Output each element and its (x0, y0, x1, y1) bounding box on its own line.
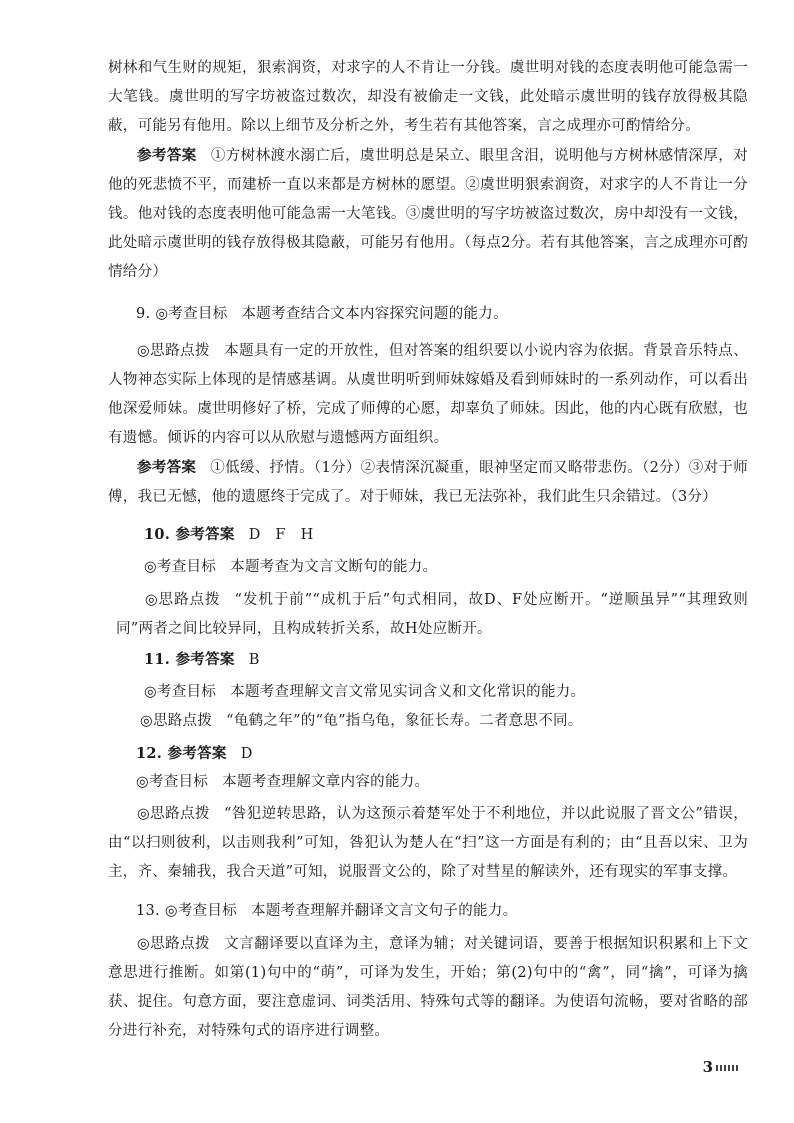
question-10-objective (144, 553, 748, 582)
question-11-objective (144, 678, 748, 707)
answer-value: D F H (248, 527, 314, 543)
paragraph-analysis-continued (108, 54, 748, 141)
question-12-answer (136, 739, 748, 769)
paragraph-text: 本题考查为文言文断句的能力。 (230, 559, 438, 575)
objective-label: ◎考查目标 (144, 559, 217, 575)
hint-label: ◎思路点拨 (145, 592, 221, 608)
page-mark-icon (716, 1065, 738, 1071)
objective-label: 9. ◎考查目标 (136, 306, 228, 322)
hint-label: ◎思路点拨 (140, 713, 213, 729)
answer-value: B (248, 652, 260, 668)
page-number-value: 3 (702, 1058, 713, 1076)
objective-label: 13. ◎考查目标 (136, 903, 238, 919)
objective-label: ◎考查目标 (136, 774, 209, 790)
question-11-hint (140, 707, 748, 736)
hint-label: ◎思路点拨 (137, 936, 211, 952)
question-9-hint (108, 337, 748, 453)
paragraph-text: 本题考查理解并翻译文言文句子的能力。 (251, 903, 518, 919)
question-13-objective (136, 897, 748, 926)
page-number (703, 1058, 738, 1076)
paragraph-text: “发机于前”“成机于后”句式相同，故D、F处应断开。“逆顺虽异”“其理致则同”两者之间比较异同，且构成转折关系，故H处应断开。 (116, 592, 748, 637)
paragraph-text: 本题具有一定的开放性，但对答案的组织要以小说内容为依据。背景音乐特点、人物神态实际上体现的是情感基调。从虞世明听到师妹嫁婚及看到师妹时的一系列动作，可以看出他深爱师妹。虞世明修好了桥，完成了师傅的心愿，却辜负了师妹。因此，他的内心既有欣慰，也有遗憾。倾诉的内容可以从欣慰与遗憾两方面组织。 (108, 343, 749, 446)
question-9-answer (108, 453, 748, 512)
question-12-hint (108, 800, 748, 887)
paragraph-text: “咎犯逆转思路，认为这预示着楚军处于不利地位，并以此说服了晋文公”错误，由“以扫则彼利，以击则我利”可知，咎犯认为楚人在“扫”这一方面是有利的；由“且吾以宋、卫为主，齐、秦辅我，我合天道”可知，说服晋文公的，除了对彗星的解读外，还有现实的军事支撑。 (108, 806, 749, 880)
paragraph-reference-answer-8 (108, 141, 748, 287)
paragraph-text: “龟鹤之年”的“龟”指乌龟，象征长寿。二者意思不同。 (226, 713, 583, 729)
question-12-objective (136, 768, 748, 797)
answer-value: D (240, 746, 253, 762)
paragraph-text: ①低缓、抒情。（1分）②表情深沉凝重，眼神坚定而又略带悲伤。（2分）③对于师傅，我已无憾，他的遗愿终于完成了。对于师妹，我已无法弥补，我们此生只余错过。（3分） (108, 460, 748, 505)
hint-label: ◎思路点拨 (137, 343, 211, 359)
paragraph-text: ①方树林渡水溺亡后，虞世明总是呆立、眼里含泪，说明他与方树林感情深厚，对他的死悲愤不平，而建桥一直以来都是方树林的愿望。②虞世明狠索润资，对求字的人不肯让一分钱。他对钱的态度表明他可能急需一大笔钱。③虞世明的写字坊被盗过数次，房中却没有一文钱，此处暗示虞世明的钱存放得极其隐蔽，可能另有他用。（每点2分。若有其他答案，言之成理亦可酌情给分） (108, 148, 748, 280)
paragraph-text: 文言翻译要以直译为主，意译为辅；对关键词语，要善于根据知识积累和上下文意思进行推断。如第(1)句中的“萌”，可译为发生，开始；第(2)句中的“禽”，同“擒”，可译为擒获、捉住。句意方面，要注意虚词、词类活用、特殊句式等的翻译。为使语句流畅，要对省略的部分进行补充，对特殊句式的语序进行调整。 (108, 936, 749, 1039)
question-10-answer (144, 520, 748, 550)
objective-label: ◎考查目标 (144, 684, 217, 700)
paragraph-text: 树林和气生财的规矩，狠索润资，对求字的人不肯让一分钱。虞世明对钱的态度表明他可能急需一大笔钱。虞世明的写字坊被盗过数次，却没有被偷走一文钱，此处暗示虞世明的钱存放得极其隐蔽，可能另有他用。除以上细节及分析之外，考生若有其他答案，言之成理亦可酌情给分。 (108, 60, 748, 134)
paragraph-text: 本题考查理解文章内容的能力。 (222, 774, 430, 790)
answer-label: 11. 参考答案 (144, 651, 235, 668)
question-9-objective (136, 300, 748, 329)
answer-label: 参考答案 (137, 459, 197, 476)
hint-label: ◎思路点拨 (137, 806, 210, 822)
answer-label: 参考答案 (137, 147, 197, 164)
paragraph-text: 本题考查结合文本内容探究问题的能力。 (241, 306, 508, 322)
question-13-hint (108, 930, 748, 1046)
paragraph-text: 本题考查理解文言文常见实词含义和文化常识的能力。 (230, 684, 586, 700)
question-11-answer (144, 645, 748, 675)
question-10-hint (116, 586, 748, 644)
answer-label: 10. 参考答案 (144, 526, 235, 543)
answer-label: 12. 参考答案 (136, 745, 227, 762)
